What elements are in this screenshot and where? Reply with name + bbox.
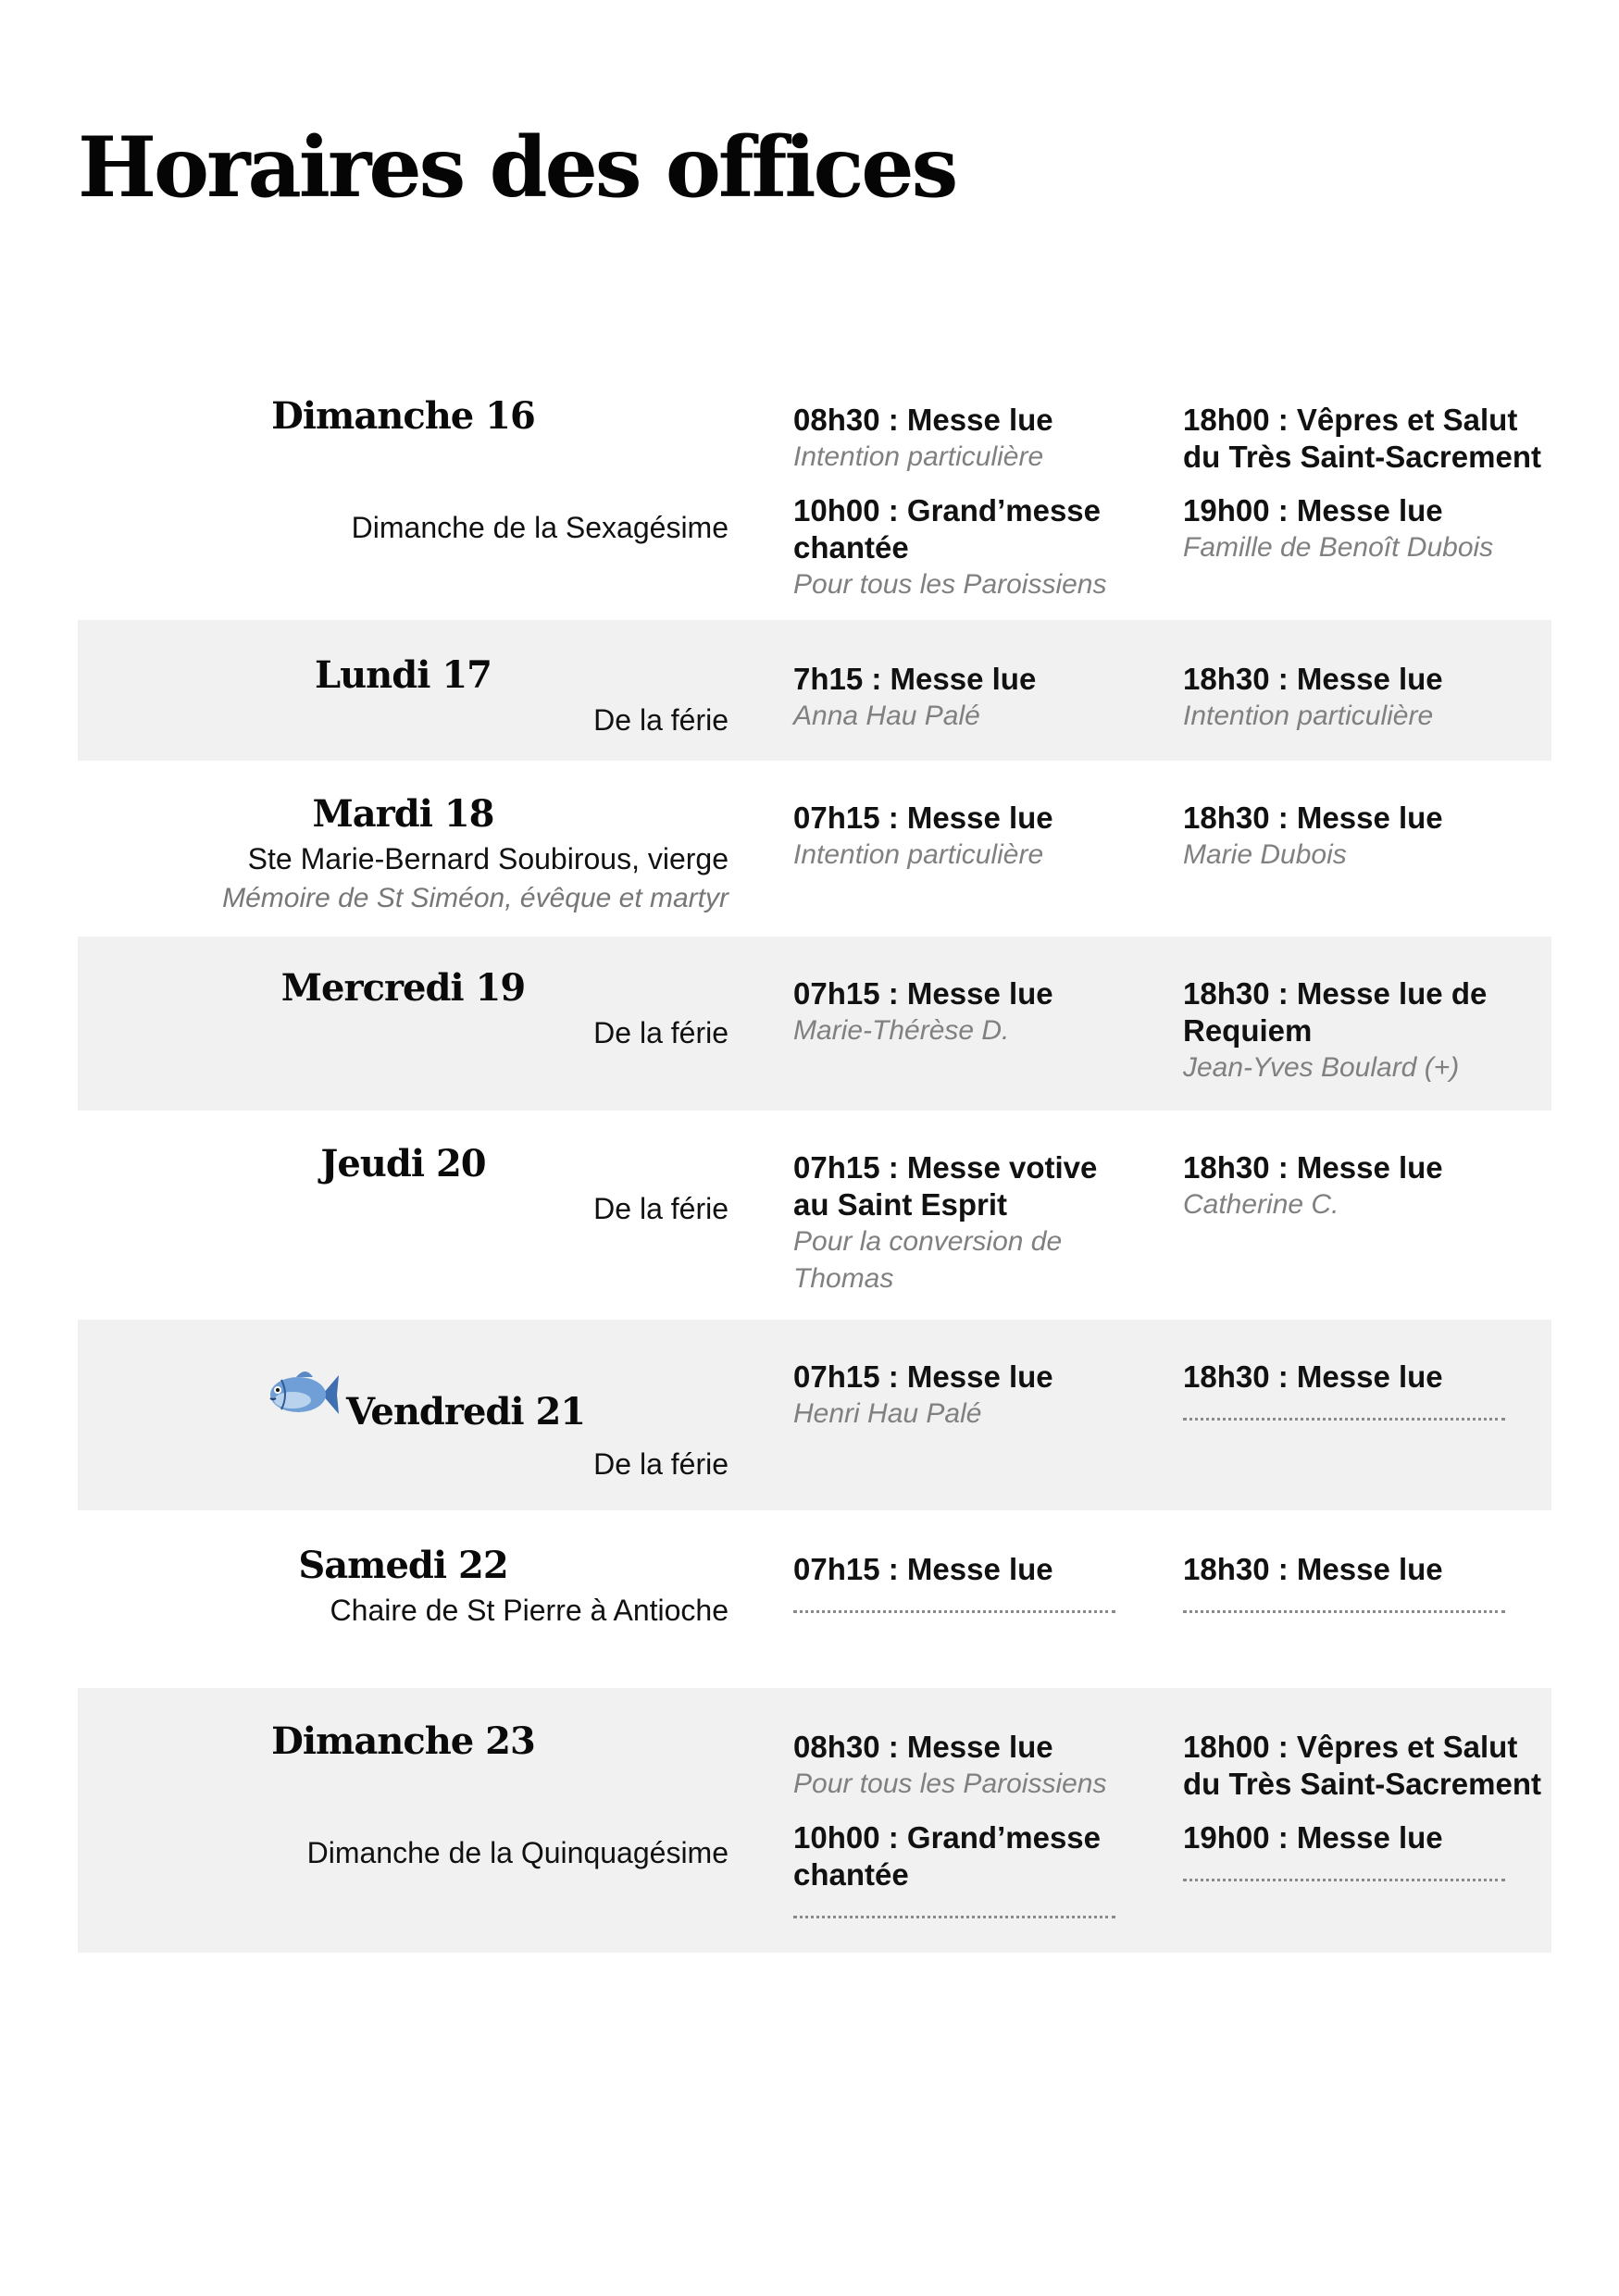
office-intention: Pour tous les Paroissiens [793,569,1107,600]
office-intention: Intention particulière [793,839,1044,870]
office-slot [1183,402,1551,476]
office-slot [1183,800,1551,874]
office-intention: Famille de Benoît Dubois [1183,532,1494,563]
day-subtitle: De la férie [593,1192,729,1225]
office-slot [793,1551,1145,1613]
office-time: 08h30 : Messe lue [793,403,1053,437]
office-intention: Intention particulière [1183,701,1434,731]
office-time: 18h30 : Messe lue [1183,1552,1443,1586]
office-time: 10h00 : Grand’messe chantée [793,1820,1101,1892]
office-intention: Marie Dubois [1183,839,1347,870]
day-memorial: Mémoire de St Siméon, évêque et martyr [222,883,729,913]
fish-icon [265,1366,341,1423]
office-time: 7h15 : Messe lue [793,662,1037,696]
office-intention: Henri Hau Palé [793,1398,982,1429]
office-slot [1183,975,1535,1086]
office-intention: Jean-Yves Boulard (+) [1183,1052,1460,1083]
office-slot [793,492,1145,603]
office-intention: Marie-Thérèse D. [793,1015,1010,1046]
day-row-vendredi-21 [78,1320,1551,1510]
day-name: Dimanche 16 [271,394,535,438]
day-subtitle: De la férie [593,1016,729,1049]
page-title: Horaires des offices [78,118,956,217]
day-subtitle: Dimanche de la Quinquagésime [306,1836,729,1869]
office-slot [1183,1149,1551,1223]
office-time: 07h15 : Messe lue [793,1359,1053,1394]
intention-blank-line [793,1601,1115,1613]
office-time: 18h30 : Messe lue [1183,800,1443,835]
day-subtitle: Dimanche de la Sexagésime [351,511,729,544]
office-intention: Pour tous les Paroissiens [793,1769,1107,1799]
office-slot [1183,661,1551,735]
office-slot [1183,492,1551,566]
day-subtitle: Ste Marie-Bernard Soubirous, vierge [247,842,729,875]
intention-blank-line [1183,1601,1505,1613]
day-row-jeudi-20 [78,1111,1551,1320]
office-slot [793,1149,1136,1297]
office-slot [1183,1819,1551,1881]
intention-blank-line [1183,1869,1505,1881]
office-time: 18h30 : Messe lue [1183,1150,1443,1185]
office-time: 18h00 : Vêpres et Salut du Très Saint-Sacrement [1183,1730,1541,1801]
office-time: 08h30 : Messe lue [793,1730,1053,1764]
day-name: Mercredi 19 [280,966,526,1010]
day-row-dimanche-16 [78,378,1551,620]
office-slot [1183,1729,1551,1803]
office-slot [1183,1551,1551,1613]
day-row-lundi-17 [78,620,1551,761]
office-intention: Anna Hau Palé [793,701,980,731]
office-slot [793,800,1145,874]
office-slot [793,975,1145,1049]
office-time: 07h15 : Messe lue [793,800,1053,835]
day-subtitle: De la férie [593,703,729,737]
office-intention: Catherine C. [1183,1189,1339,1220]
office-time: 10h00 : Grand’messe chantée [793,493,1101,565]
office-slot [793,1729,1145,1803]
day-name: Samedi 22 [298,1544,508,1587]
intention-blank-line [1183,1409,1505,1421]
day-name: Mardi 18 [312,792,494,836]
office-time: 18h30 : Messe lue de Requiem [1183,976,1488,1048]
intention-blank-line [793,1906,1115,1918]
day-name: Vendredi 21 [346,1390,586,1433]
office-time: 19h00 : Messe lue [1183,1820,1443,1855]
office-time: 19h00 : Messe lue [1183,493,1443,527]
office-time: 07h15 : Messe votive au Saint Esprit [793,1150,1098,1222]
day-row-dimanche-23 [78,1688,1551,1953]
office-slot [793,402,1145,476]
day-row-mardi-18 [78,761,1551,937]
day-subtitle: Chaire de St Pierre à Antioche [330,1594,729,1627]
office-slot [793,1819,1145,1918]
office-slot [793,1359,1145,1433]
office-intention: Intention particulière [793,441,1044,472]
day-name: Lundi 17 [314,653,492,697]
office-time: 18h00 : Vêpres et Salut du Très Saint-Sacrement [1183,403,1541,474]
day-row-mercredi-19 [78,937,1551,1111]
office-time: 18h30 : Messe lue [1183,1359,1443,1394]
office-intention: Pour la conversion de Thomas [793,1226,1063,1294]
office-slot [1183,1359,1551,1421]
day-name: Jeudi 20 [320,1142,486,1185]
office-time: 18h30 : Messe lue [1183,662,1443,696]
day-row-samedi-22 [78,1510,1551,1688]
day-name: Dimanche 23 [271,1719,535,1763]
office-time: 07h15 : Messe lue [793,1552,1053,1586]
office-time: 07h15 : Messe lue [793,976,1053,1011]
office-slot [793,661,1145,735]
day-subtitle: De la férie [593,1447,729,1481]
